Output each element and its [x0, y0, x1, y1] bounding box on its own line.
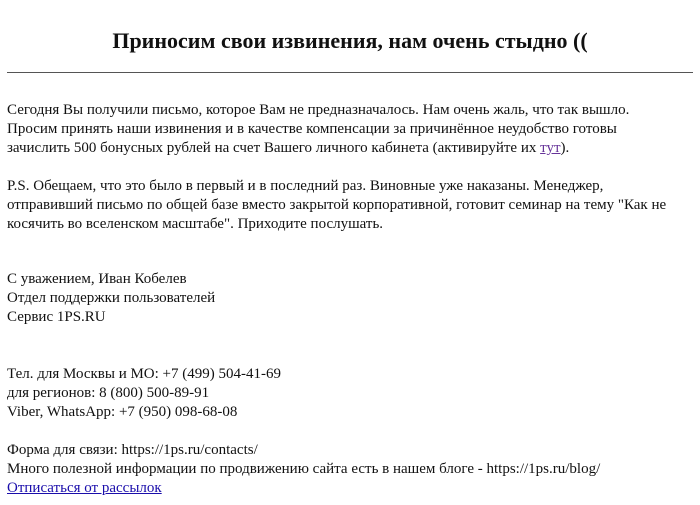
signature-department: Отдел поддержки пользователей	[7, 290, 216, 306]
phone-regions: для регионов: 8 (800) 500-89-91	[7, 385, 210, 401]
unsubscribe-link[interactable]: Отписаться от рассылок	[7, 480, 162, 496]
postscript-paragraph	[7, 177, 693, 234]
phone-messengers: Viber, WhatsApp: +7 (950) 098-68-08	[7, 404, 238, 420]
apology-line-3	[7, 139, 693, 158]
signature-regards: С уважением, Иван Кобелев	[7, 271, 187, 287]
apology-paragraph	[7, 101, 693, 158]
footer-block	[7, 441, 693, 498]
contacts-block	[7, 365, 693, 422]
divider	[7, 72, 693, 73]
activate-bonus-link[interactable]: тут	[540, 140, 561, 156]
phone-moscow: Тел. для Москвы и МО: +7 (499) 504-41-69	[7, 366, 281, 382]
signature-service: Сервис 1PS.RU	[7, 309, 106, 325]
email-title: Приносим свои извинения, нам очень стыдно ((	[112, 28, 588, 53]
apology-line-2: Просим принять наши извинения и в качестве компенсации за причинённое неудобство готовы	[7, 121, 617, 137]
unsubscribe-line	[7, 479, 693, 498]
postscript-line-1: P.S. Обещаем, что это было в первый и в последний раз. Виновные уже наказаны. Менеджер,	[7, 178, 604, 194]
blog-line: Много полезной информации по продвижению сайта есть в нашем блоге - https://1ps.ru/blog/	[7, 461, 601, 477]
signature-block	[7, 270, 693, 327]
postscript-line-3: косячить во вселенском масштабе". Приходите послушать.	[7, 216, 384, 232]
apology-line-1: Сегодня Вы получили письмо, которое Вам не предназначалось. Нам очень жаль, что так вышло.	[7, 102, 630, 118]
contact-form-line: Форма для связи: https://1ps.ru/contacts/	[7, 442, 258, 458]
postscript-line-2: отправивший письмо по общей базе вместо закрытой корпоративной, готовит семинар на тему "Как не	[7, 197, 667, 213]
apology-line-3-end: ).	[560, 140, 570, 156]
apology-line-3-text: зачислить 500 бонусных рублей на счет Вашего личного кабинета (активируйте их	[7, 140, 541, 156]
